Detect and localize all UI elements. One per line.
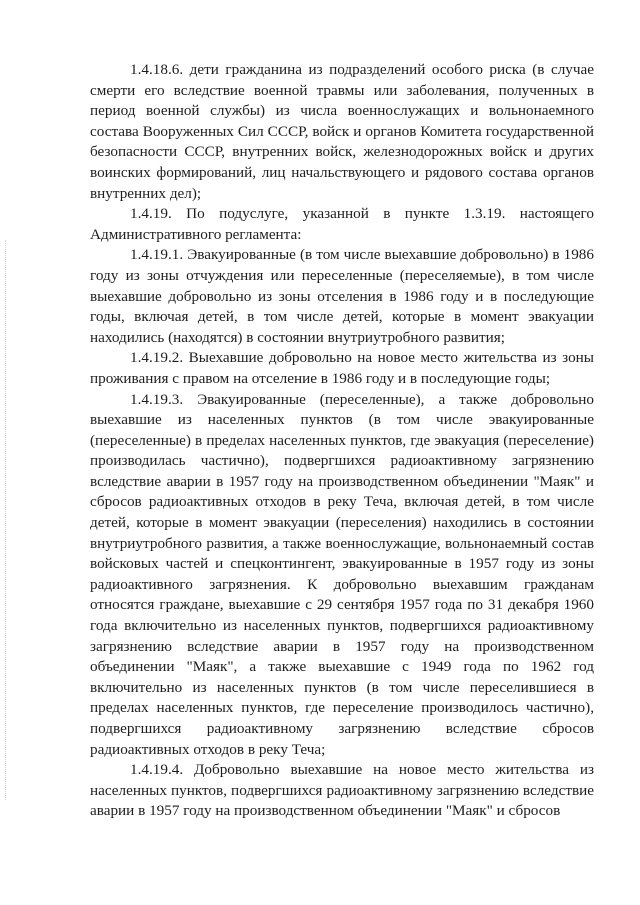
document-body: [90, 60, 594, 822]
paragraph-1-4-19: 1.4.19. По подуслуге, указанной в пункте 1.3.19. настоящего Административного регламента:: [90, 205, 594, 243]
paragraph-1-4-19-2: 1.4.19.2. Выехавшие добровольно на новое место жительства из зоны проживания с правом на отселение в 1986 году и в последующие годы;: [90, 349, 594, 387]
scan-edge-artifact: [5, 240, 8, 800]
paragraph-1-4-18-6: 1.4.18.6. дети гражданина из подразделений особого риска (в случае смерти его вследствие военной травмы или заболевания, полученных в период военной службы) из числа военнослужащих и вольнонаемного состава Вооруженных Сил СССР, войск и органов Комитета государственной безопасности СССР, внутренних войск, железнодорожных войск и других воинских формирований, лиц начальствующего и рядового состава органов внутренних дел);: [90, 61, 594, 202]
paragraph-1-4-19-3: 1.4.19.3. Эвакуированные (переселенные), а также добровольно выехавшие из населенных пунктов (в том числе эвакуированные (переселенные) в пределах населенных пунктов, где эвакуация (переселение) производилась частично), подвергшихся радиоактивному загрязнению вследствие аварии в 1957 году на производственном объединении "Маяк" и сбросов радиоактивных отходов в реку Теча, включая детей, в том числе детей, которые в момент эвакуации (переселения) находились в состоянии внутриутробного развития, а также военнослужащие, вольнонаемный состав войсковых частей и спецконтингент, эвакуированные в 1957 году из зоны радиоактивного загрязнения. К добровольно выехавшим гражданам относятся граждане, выехавшие с 29 сентября 1957 года по 31 декабря 1960 года включительно из населенных пунктов, подвергшихся радиоактивному загрязнению вследствие аварии в 1957 году на производственном объединении "Маяк", а также выехавшие с 1949 года по 1962 год включительно из населенных пунктов (в том числе переселившиеся в пределах населенных пунктов, где переселение производилось частично), подвергшихся радиоактивному загрязнению вследствие сбросов радиоактивных отходов в реку Теча;: [90, 390, 594, 758]
paragraph-1-4-19-1: 1.4.19.1. Эвакуированные (в том числе выехавшие добровольно) в 1986 году из зоны отчуждения или переселенные (переселяемые), в том числе выехавшие добровольно из зоны отселения в 1986 году и в последующие годы, включая детей, в том числе детей, которые в момент эвакуации находились (находятся) в состоянии внутриутробного развития;: [90, 246, 594, 346]
paragraph-1-4-19-4: 1.4.19.4. Добровольно выехавшие на новое место жительства из населенных пунктов, подвергшихся радиоактивному загрязнению вследствие аварии в 1957 году на производственном объединении "Маяк" и сбросов: [90, 761, 594, 820]
